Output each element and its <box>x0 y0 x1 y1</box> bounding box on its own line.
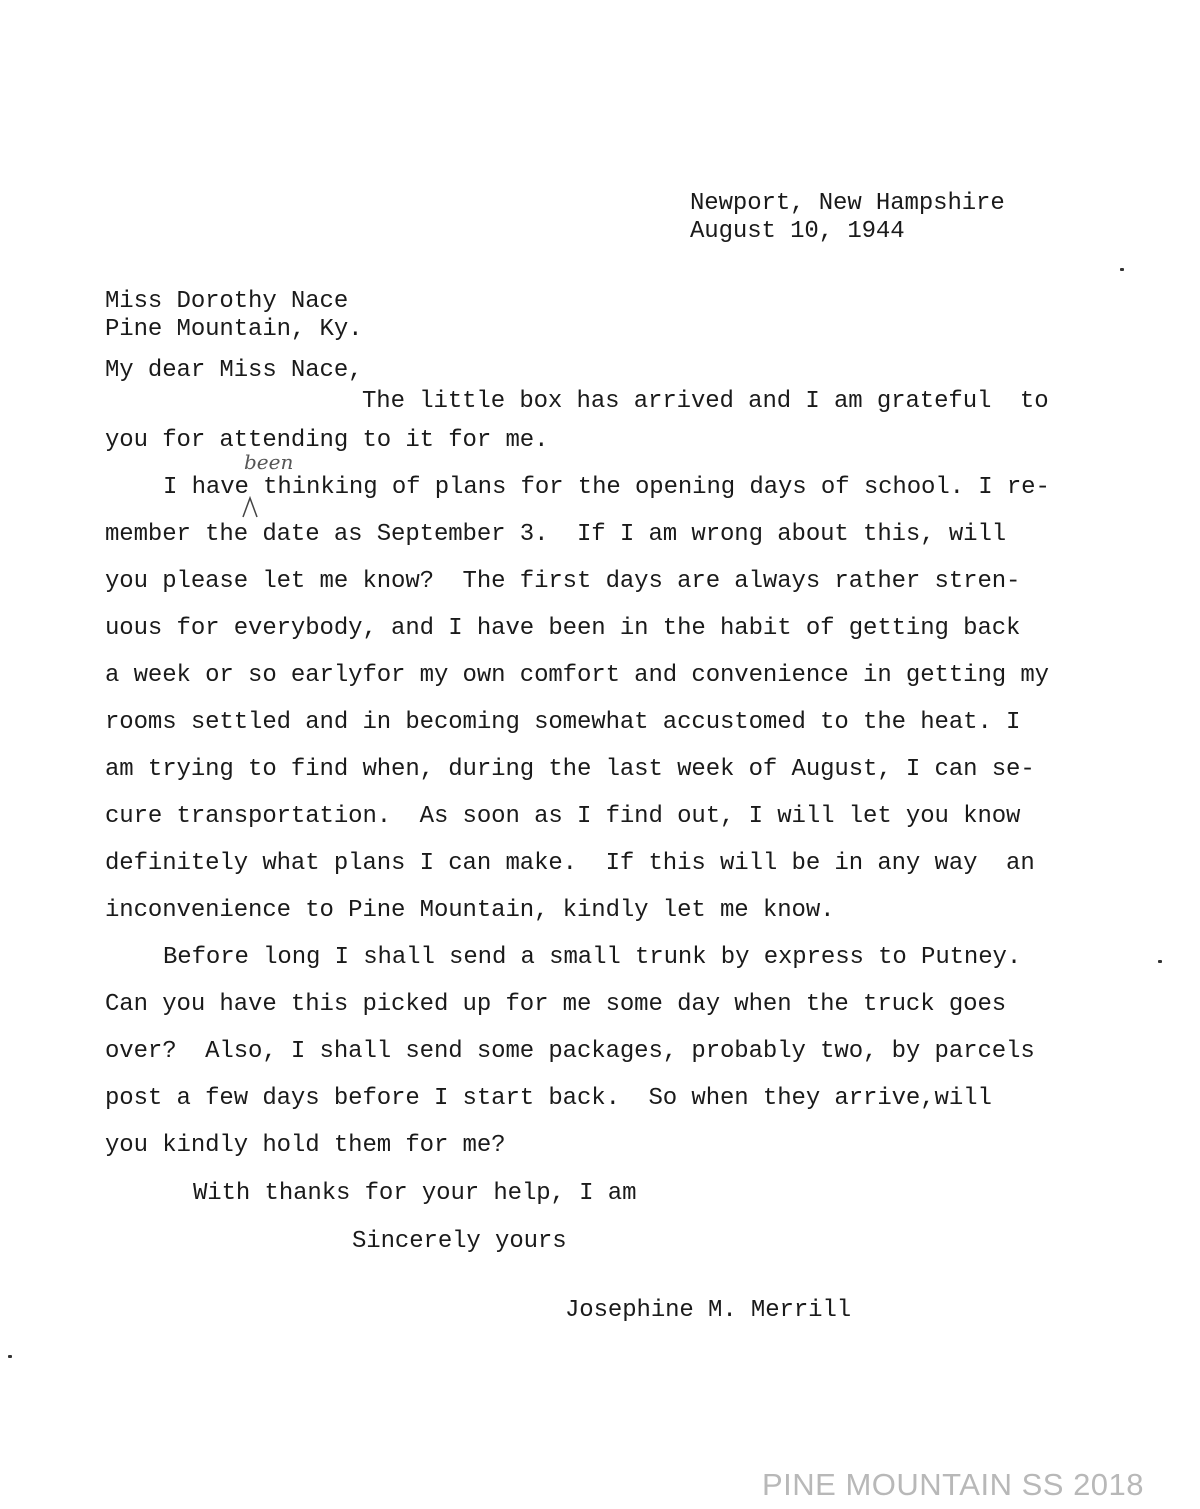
watermark: PINE MOUNTAIN SS 2018 <box>762 1467 1145 1502</box>
body-line: member the date as September 3. If I am wrong about this, will <box>105 521 1007 548</box>
sender-place: Newport, New Hampshire <box>690 190 1005 217</box>
speck <box>8 1355 12 1358</box>
addressee-name: Miss Dorothy Nace <box>105 288 349 315</box>
body-line: you for attending to it for me. <box>105 427 549 454</box>
body-line: I have thinking of plans for the opening days of school. I re- <box>163 474 1050 501</box>
handwritten-insertion: been <box>244 450 294 474</box>
body-line: definitely what plans I can make. If this will be in any way an <box>105 850 1035 877</box>
body-line: cure transportation. As soon as I find out, I will let you know <box>105 803 1021 830</box>
body-line: rooms settled and in becoming somewhat accustomed to the heat. I <box>105 709 1021 736</box>
addressee-location: Pine Mountain, Ky. <box>105 316 363 343</box>
speck <box>1120 268 1124 271</box>
body-line: inconvenience to Pine Mountain, kindly let me know. <box>105 897 835 924</box>
body-line: Can you have this picked up for me some day when the truck goes <box>105 991 1007 1018</box>
insertion-caret-icon <box>242 496 258 518</box>
body-line: a week or so earlyfor my own comfort and convenience in getting my <box>105 662 1049 689</box>
body-line: over? Also, I shall send some packages, probably two, by parcels <box>105 1038 1035 1065</box>
sign-off: Sincerely yours <box>352 1228 567 1255</box>
closing-thanks: With thanks for your help, I am <box>193 1180 637 1207</box>
letter-date: August 10, 1944 <box>690 218 905 245</box>
salutation: My dear Miss Nace, <box>105 357 363 384</box>
body-line: you kindly hold them for me? <box>105 1132 506 1159</box>
body-line: uous for everybody, and I have been in the habit of getting back <box>105 615 1021 642</box>
body-line: post a few days before I start back. So when they arrive,will <box>105 1085 992 1112</box>
body-line: you please let me know? The first days are always rather stren- <box>105 568 1021 595</box>
body-line: Before long I shall send a small trunk by express to Putney. <box>163 944 1022 971</box>
body-line: am trying to find when, during the last week of August, I can se- <box>105 756 1035 783</box>
body-line: The little box has arrived and I am grateful to <box>362 388 1049 415</box>
signature-name: Josephine M. Merrill <box>565 1297 852 1324</box>
speck <box>1158 960 1162 963</box>
